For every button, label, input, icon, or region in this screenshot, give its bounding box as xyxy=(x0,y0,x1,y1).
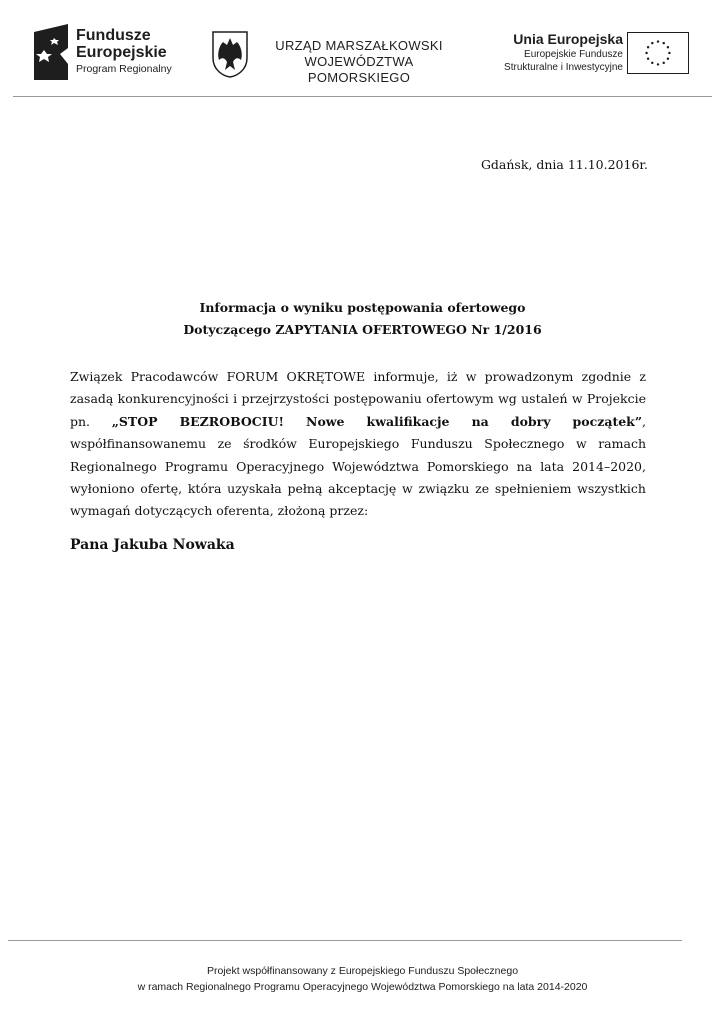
ue-logo-line2: Europejskie Fundusze xyxy=(524,49,623,60)
body-text-part2: , współfinansowanemu ze środków Europejskiego Funduszu Społecznego w ramach Regionalnego Programu Operacyjnego Województwa Pomorskiego na lata 2014–2020, wyłoniono ofertę, która uzyskała pełną akceptację w związku ze spełnieniem wszystkich wymagań dotyczących oferenta, złożoną przez: xyxy=(70,413,647,519)
letterhead xyxy=(0,0,725,98)
selected-offeror: Pana Jakuba Nowaka xyxy=(70,537,235,553)
footer xyxy=(0,963,725,995)
footer-line2: w ramach Regionalnego Programu Operacyjnego Województwa Pomorskiego na lata 2014-2020 xyxy=(137,981,588,993)
fe-logo-line1: Fundusze xyxy=(76,27,151,44)
place-and-date: Gdańsk, dnia 11.10.2016r. xyxy=(480,157,648,172)
footer-divider xyxy=(8,940,682,941)
body-paragraph xyxy=(70,366,646,523)
footer-line1: Projekt współfinansowany z Europejskiego Funduszu Społecznego xyxy=(206,965,519,977)
um-logo-line2: WOJEWÓDZTWA POMORSKIEGO xyxy=(304,54,414,85)
project-name: „STOP BEZROBOCIU! Nowe kwalifikacje na dobry początek” xyxy=(111,413,643,429)
body-text-part1: Związek Pracodawców FORUM OKRĘTOWE informuje, iż w prowadzonym zgodnie z zasadą konkurencyjności i przejrzystości postępowaniu ofertowym wg ustaleń w Projekcie pn. xyxy=(70,369,646,429)
header-divider xyxy=(13,96,712,97)
um-logo-line1: URZĄD MARSZAŁKOWSKI xyxy=(275,38,443,53)
fe-logo-line3: Program Regionalny xyxy=(76,63,172,75)
unia-europejska-logo xyxy=(488,30,693,80)
document-title-line1: Informacja o wyniku postępowania ofertowego xyxy=(199,300,526,315)
griffin-crest-icon xyxy=(211,30,249,78)
fe-logo-line2: Europejskie xyxy=(76,44,167,61)
ue-logo-line1: Unia Europejska xyxy=(513,31,623,47)
urzad-marszalkowski-logo xyxy=(211,30,461,85)
fundusze-europejskie-mark-icon xyxy=(34,24,68,80)
fundusze-europejskie-logo xyxy=(34,24,184,82)
eu-flag-icon xyxy=(627,32,689,74)
ue-logo-line3: Strukturalne i Inwestycyjne xyxy=(504,62,623,73)
document-title-line2: Dotyczącego ZAPYTANIA OFERTOWEGO Nr 1/2016 xyxy=(183,322,542,337)
